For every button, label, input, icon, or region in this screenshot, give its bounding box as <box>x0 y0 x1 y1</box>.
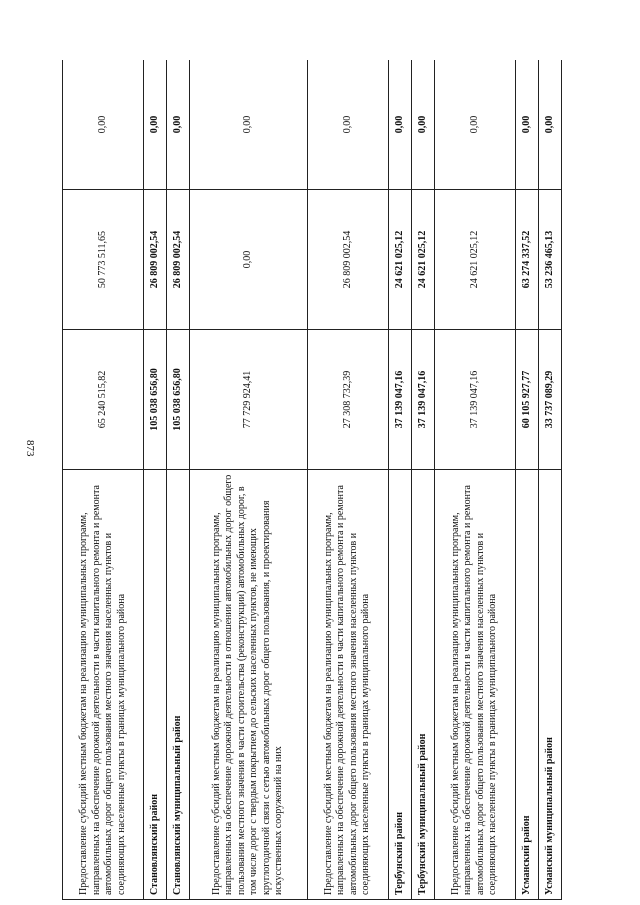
table-row <box>516 60 539 900</box>
row-value-2: 0,00 <box>190 190 308 330</box>
row-value-3: 0,00 <box>144 60 167 190</box>
budget-table-container <box>62 60 562 900</box>
row-value-3: 0,00 <box>539 60 562 190</box>
table-row <box>434 60 515 900</box>
row-description: Тербунский район <box>388 470 411 900</box>
row-value-2: 26 809 002,54 <box>144 190 167 330</box>
row-value-1: 77 729 924,41 <box>190 330 308 470</box>
row-description: Предоставление субсидий местным бюджетам на реализацию муниципальных программ, направленных на обеспечение дорожной деятельности в части капитального ремонта и ремонта автомобильных дорог общего пользования местного значения населенных пунктов и соединяющих населенные пункты в границах муниципального района <box>63 470 144 900</box>
row-value-2: 24 621 025,12 <box>434 190 515 330</box>
table-row <box>307 60 388 900</box>
row-value-1: 105 038 656,80 <box>144 330 167 470</box>
row-value-3: 0,00 <box>63 60 144 190</box>
table-row <box>63 60 144 900</box>
row-description: Тербунский муниципальный район <box>411 470 434 900</box>
row-description: Усманский муниципальный район <box>539 470 562 900</box>
row-description: Предоставление субсидий местным бюджетам на реализацию муниципальных программ, направленных на обеспечение дорожной деятельности в части капитального ремонта и ремонта автомобильных дорог общего пользования местного значения населенных пунктов и соединяющих населенные пункты в границах муниципального района <box>434 470 515 900</box>
row-value-2: 26 809 002,54 <box>307 190 388 330</box>
row-value-3: 0,00 <box>434 60 515 190</box>
budget-table <box>62 60 562 900</box>
row-value-1: 37 139 047,16 <box>434 330 515 470</box>
row-description: Усманский район <box>516 470 539 900</box>
row-description: Становлянский район <box>144 470 167 900</box>
row-value-2: 53 236 465,13 <box>539 190 562 330</box>
budget-table-rotated <box>62 60 562 900</box>
table-row <box>190 60 308 900</box>
row-value-1: 60 105 927,77 <box>516 330 539 470</box>
row-value-2: 24 621 025,12 <box>411 190 434 330</box>
table-row <box>411 60 434 900</box>
row-value-3: 0,00 <box>388 60 411 190</box>
row-value-3: 0,00 <box>516 60 539 190</box>
row-value-2: 26 809 002,54 <box>167 190 190 330</box>
page-number: 873 <box>24 440 36 457</box>
row-value-1: 27 308 732,39 <box>307 330 388 470</box>
row-value-1: 33 737 089,29 <box>539 330 562 470</box>
table-row <box>167 60 190 900</box>
row-value-2: 63 274 337,52 <box>516 190 539 330</box>
row-value-3: 0,00 <box>190 60 308 190</box>
row-description: Становлянский муниципальный район <box>167 470 190 900</box>
row-value-3: 0,00 <box>411 60 434 190</box>
row-value-2: 50 773 511,65 <box>63 190 144 330</box>
row-value-1: 65 240 515,82 <box>63 330 144 470</box>
row-description: Предоставление субсидий местным бюджетам на реализацию муниципальных программ, направленных на обеспечение дорожной деятельности в части капитального ремонта и ремонта автомобильных дорог общего пользования местного значения населенных пунктов и соединяющих населенные пункты в границах муниципального района <box>307 470 388 900</box>
row-value-3: 0,00 <box>307 60 388 190</box>
row-value-1: 37 139 047,16 <box>411 330 434 470</box>
row-description: Предоставление субсидий местным бюджетам на реализацию муниципальных программ, направленных на обеспечение дорожной деятельности в отношении автомобильных дорог общего пользования местного значения в части строительства (реконструкции) автомобильных дорог, в том числе дорог с твердым покрытием до сельских населенных пунктов, не имеющих круглогодичной связи с сетью автомобильных дорог общего пользования, и проектирования искусственных сооружений на них <box>190 470 308 900</box>
row-value-3: 0,00 <box>167 60 190 190</box>
table-row <box>388 60 411 900</box>
table-row <box>144 60 167 900</box>
row-value-1: 105 038 656,80 <box>167 330 190 470</box>
row-value-2: 24 621 025,12 <box>388 190 411 330</box>
table-row <box>539 60 562 900</box>
row-value-1: 37 139 047,16 <box>388 330 411 470</box>
